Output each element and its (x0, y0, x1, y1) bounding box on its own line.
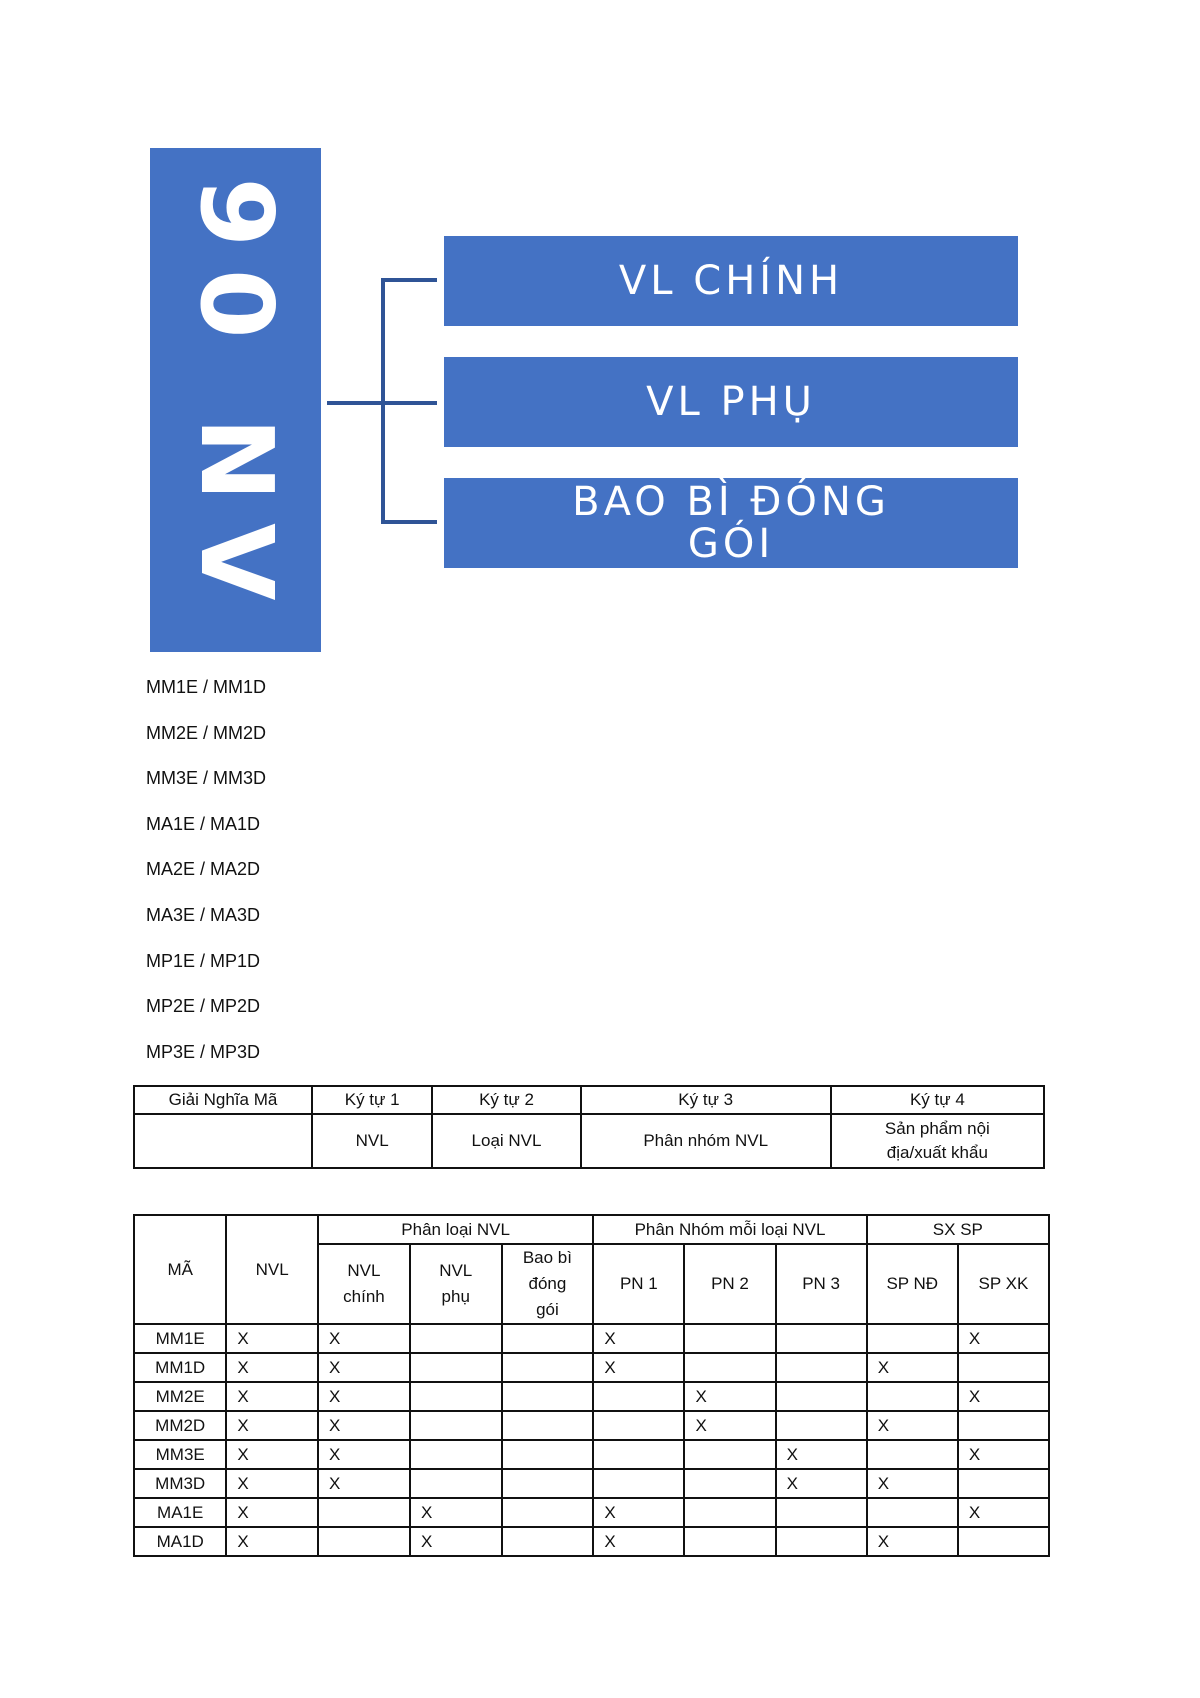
header-line: Bao bì (522, 1248, 572, 1267)
category-label-line1: BAO BÌ ĐÓNG (572, 479, 890, 525)
code-legend-table (133, 1085, 1045, 1169)
row-code: MM1D (134, 1353, 226, 1382)
row-code: MM1E (134, 1324, 226, 1353)
matrix-cell: X (226, 1382, 318, 1411)
legend-body-row (134, 1114, 1044, 1168)
root-category-label: 90 NV (177, 177, 295, 623)
matrix-cell (410, 1353, 502, 1382)
matrix-cell (684, 1324, 775, 1353)
matrix-cell: X (867, 1469, 958, 1498)
table-row (134, 1324, 1049, 1353)
matrix-cell (958, 1353, 1049, 1382)
header-sp-nd: SP NĐ (867, 1244, 958, 1324)
matrix-cell (593, 1440, 684, 1469)
table-row (134, 1498, 1049, 1527)
matrix-cell (776, 1353, 867, 1382)
header-bao-bi (502, 1244, 594, 1324)
matrix-cell: X (318, 1469, 410, 1498)
matrix-cell: X (410, 1498, 502, 1527)
matrix-cell (684, 1469, 775, 1498)
matrix-cell (410, 1382, 502, 1411)
connector-branch-2 (381, 401, 437, 405)
category-box-vl-chinh (444, 236, 1018, 326)
matrix-cell: X (226, 1440, 318, 1469)
matrix-cell (502, 1527, 594, 1556)
matrix-cell: X (226, 1411, 318, 1440)
matrix-cell (410, 1411, 502, 1440)
matrix-cell: X (226, 1498, 318, 1527)
row-code: MM3E (134, 1440, 226, 1469)
matrix-cell: X (684, 1411, 775, 1440)
row-code: MM2D (134, 1411, 226, 1440)
legend-header: Ký tự 4 (831, 1086, 1044, 1114)
matrix-cell (958, 1411, 1049, 1440)
table-row (134, 1382, 1049, 1411)
table-row (134, 1469, 1049, 1498)
matrix-cell: X (226, 1527, 318, 1556)
header-line: phụ (441, 1287, 470, 1306)
code-item: MP1E / MP1D (146, 950, 261, 971)
matrix-cell: X (867, 1411, 958, 1440)
root-category-box (150, 148, 321, 652)
matrix-cell: X (318, 1324, 410, 1353)
legend-cell-line: địa/xuất khẩu (886, 1143, 988, 1162)
legend-cell: NVL (312, 1114, 432, 1168)
matrix-cell (502, 1498, 594, 1527)
code-item: MM3E / MM3D (146, 768, 267, 789)
matrix-cell: X (684, 1382, 775, 1411)
matrix-cell (502, 1382, 594, 1411)
matrix-cell (776, 1527, 867, 1556)
matrix-cell (776, 1411, 867, 1440)
matrix-cell (867, 1440, 958, 1469)
matrix-cell: X (776, 1440, 867, 1469)
matrix-cell (502, 1353, 594, 1382)
matrix-cell (867, 1324, 958, 1353)
category-label: VL PHỤ (646, 379, 816, 425)
group-header-phan-nhom: Phân Nhóm mỗi loại NVL (593, 1215, 866, 1244)
header-pn2: PN 2 (684, 1244, 775, 1324)
legend-cell: Phân nhóm NVL (581, 1114, 831, 1168)
matrix-cell (684, 1498, 775, 1527)
header-pn3: PN 3 (776, 1244, 867, 1324)
matrix-body (134, 1324, 1049, 1556)
legend-cell (831, 1114, 1044, 1168)
matrix-cell (318, 1527, 410, 1556)
matrix-cell: X (776, 1469, 867, 1498)
matrix-cell (776, 1498, 867, 1527)
code-item: MM2E / MM2D (146, 722, 267, 743)
matrix-cell (410, 1440, 502, 1469)
matrix-cell: X (593, 1353, 684, 1382)
matrix-cell (867, 1498, 958, 1527)
code-item: MA3E / MA3D (146, 904, 261, 925)
group-header-phan-loai: Phân loại NVL (318, 1215, 593, 1244)
matrix-cell: X (867, 1353, 958, 1382)
matrix-cell: X (958, 1382, 1049, 1411)
matrix-cell: X (226, 1353, 318, 1382)
header-line: đóng (528, 1274, 567, 1293)
header-line: NVL (347, 1261, 381, 1280)
category-box-bao-bi (444, 478, 1018, 568)
matrix-cell: X (318, 1382, 410, 1411)
matrix-cell (684, 1440, 775, 1469)
matrix-cell: X (318, 1440, 410, 1469)
header-ma: MÃ (134, 1215, 226, 1324)
header-line: chính (343, 1287, 385, 1306)
legend-cell (134, 1114, 312, 1168)
code-item: MA2E / MA2D (146, 859, 261, 880)
matrix-cell (410, 1324, 502, 1353)
category-box-vl-phu (444, 357, 1018, 447)
legend-header: Ký tự 3 (581, 1086, 831, 1114)
code-item: MA1E / MA1D (146, 813, 261, 834)
matrix-cell (318, 1498, 410, 1527)
matrix-cell (593, 1382, 684, 1411)
matrix-cell: X (318, 1353, 410, 1382)
matrix-cell (958, 1469, 1049, 1498)
table-row (134, 1440, 1049, 1469)
header-sp-xk: SP XK (958, 1244, 1049, 1324)
matrix-group-header-row (134, 1215, 1049, 1244)
matrix-cell (776, 1324, 867, 1353)
matrix-cell (684, 1527, 775, 1556)
matrix-cell (684, 1353, 775, 1382)
row-code: MM3D (134, 1469, 226, 1498)
header-nvl: NVL (226, 1215, 318, 1324)
matrix-cell: X (593, 1498, 684, 1527)
code-item: MM1E / MM1D (146, 677, 267, 697)
group-header-sx-sp: SX SP (867, 1215, 1049, 1244)
matrix-cell (502, 1440, 594, 1469)
legend-header: Ký tự 2 (432, 1086, 580, 1114)
matrix-cell: X (958, 1324, 1049, 1353)
legend-cell-line: Sản phẩm nội (884, 1119, 990, 1138)
matrix-cell (410, 1469, 502, 1498)
header-line: NVL (439, 1261, 473, 1280)
matrix-cell (867, 1382, 958, 1411)
code-item: MP3E / MP3D (146, 1041, 261, 1062)
matrix-cell: X (958, 1440, 1049, 1469)
header-nvl-phu (410, 1244, 502, 1324)
legend-header: Giải Nghĩa Mã (134, 1086, 312, 1114)
matrix-cell (502, 1469, 594, 1498)
legend-header-row (134, 1086, 1044, 1114)
matrix-cell: X (226, 1469, 318, 1498)
matrix-cell: X (226, 1324, 318, 1353)
matrix-cell (502, 1324, 594, 1353)
matrix-cell (593, 1411, 684, 1440)
matrix-cell: X (318, 1411, 410, 1440)
matrix-cell (776, 1382, 867, 1411)
connector-root (327, 401, 383, 405)
matrix-cell: X (867, 1527, 958, 1556)
row-code: MM2E (134, 1382, 226, 1411)
matrix-cell: X (593, 1527, 684, 1556)
row-code: MA1E (134, 1498, 226, 1527)
connector-branch-1 (381, 278, 437, 282)
matrix-cell: X (593, 1324, 684, 1353)
legend-header: Ký tự 1 (312, 1086, 432, 1114)
header-line: gói (536, 1300, 559, 1319)
header-pn1: PN 1 (593, 1244, 684, 1324)
matrix-cell (502, 1411, 594, 1440)
table-row (134, 1411, 1049, 1440)
category-label: VL CHÍNH (618, 258, 844, 304)
classification-matrix-table (133, 1214, 1050, 1557)
matrix-cell: X (958, 1498, 1049, 1527)
legend-cell: Loại NVL (432, 1114, 580, 1168)
matrix-cell: X (410, 1527, 502, 1556)
table-row (134, 1353, 1049, 1382)
connector-branch-3 (381, 520, 437, 524)
row-code: MA1D (134, 1527, 226, 1556)
matrix-cell (593, 1469, 684, 1498)
table-row (134, 1527, 1049, 1556)
code-list (146, 676, 266, 1086)
matrix-cell (958, 1527, 1049, 1556)
category-label-line2: GÓI (687, 521, 775, 567)
code-item: MP2E / MP2D (146, 996, 261, 1017)
header-nvl-chinh (318, 1244, 410, 1324)
